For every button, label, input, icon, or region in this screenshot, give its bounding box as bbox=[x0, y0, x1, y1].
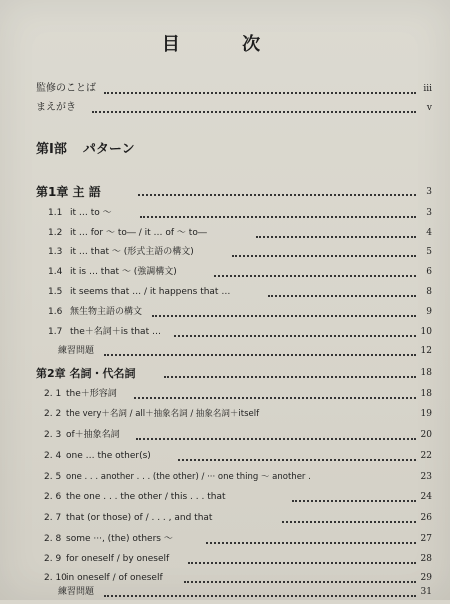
section-page: 6 bbox=[426, 267, 432, 277]
section-page: 8 bbox=[426, 287, 432, 297]
toc-entry[interactable] bbox=[0, 326, 450, 344]
page-title: 目 次 bbox=[161, 34, 289, 55]
section-page: 26 bbox=[420, 513, 432, 523]
section-title: it is … that ～ (強調構文) bbox=[70, 267, 177, 277]
toc-entry-exercises[interactable] bbox=[0, 586, 450, 604]
chapter-label: 第1章 主 語 bbox=[36, 185, 101, 199]
section-page: 22 bbox=[420, 451, 432, 461]
dot-leader bbox=[104, 92, 416, 94]
dot-leader bbox=[282, 521, 416, 523]
section-title: one … the other(s) bbox=[66, 451, 151, 461]
section-page: 20 bbox=[420, 430, 432, 440]
section-page: 23 bbox=[420, 472, 432, 482]
toc-entry-front-1[interactable] bbox=[0, 83, 450, 101]
section-number: 1.1 bbox=[48, 208, 63, 218]
toc-entry[interactable] bbox=[0, 408, 450, 426]
dot-leader bbox=[134, 397, 416, 399]
section-page: 28 bbox=[420, 554, 432, 564]
toc-entry[interactable] bbox=[0, 266, 450, 284]
dot-leader bbox=[174, 335, 416, 337]
section-title: of＋抽象名詞 bbox=[66, 430, 120, 440]
section-number: 2. 4 bbox=[44, 451, 62, 461]
section-number: 2. 3 bbox=[44, 430, 62, 440]
section-title: in oneself / of oneself bbox=[66, 573, 163, 583]
toc-entry[interactable] bbox=[0, 553, 450, 571]
toc-entry[interactable] bbox=[0, 388, 450, 406]
section-page: 4 bbox=[426, 228, 432, 238]
toc-entry[interactable] bbox=[0, 533, 450, 551]
section-title: that (or those) of / . . . , and that bbox=[66, 513, 213, 523]
dot-leader bbox=[256, 236, 416, 238]
section-title: it … for ～ to― / it … of ～ to― bbox=[70, 228, 207, 238]
dot-leader bbox=[184, 581, 416, 583]
dot-leader bbox=[188, 562, 416, 564]
toc-entry[interactable] bbox=[0, 450, 450, 468]
part-number: 第Ⅰ部 bbox=[36, 142, 67, 157]
toc-entry-page: iii bbox=[423, 84, 432, 94]
dot-leader bbox=[206, 542, 416, 544]
toc-entry[interactable] bbox=[0, 306, 450, 324]
part-heading bbox=[36, 141, 135, 159]
section-page: 9 bbox=[426, 307, 432, 317]
dot-leader bbox=[164, 376, 416, 378]
toc-entry-exercises[interactable] bbox=[0, 345, 450, 363]
section-number: 2. 9 bbox=[44, 554, 62, 564]
dot-leader bbox=[268, 295, 416, 297]
toc-entry[interactable] bbox=[0, 491, 450, 509]
section-title: it … to ～ bbox=[70, 208, 112, 218]
section-title: 練習問題 bbox=[58, 587, 95, 597]
section-number: 2. 6 bbox=[44, 492, 62, 502]
toc-entry-label: 監修のことば bbox=[36, 83, 96, 94]
toc-entry[interactable] bbox=[0, 246, 450, 264]
section-title: it … that ～ (形式主語の構文) bbox=[70, 247, 194, 257]
section-number: 2. 10 bbox=[44, 573, 67, 583]
section-number: 1.3 bbox=[48, 247, 63, 257]
section-page: 12 bbox=[420, 346, 432, 356]
section-page: 29 bbox=[420, 573, 432, 583]
section-title: the＋名詞＋is that … bbox=[70, 327, 161, 337]
section-title: it seems that … / it happens that … bbox=[70, 287, 231, 297]
section-title: the＋形容詞 bbox=[66, 389, 117, 399]
section-page: 5 bbox=[426, 247, 432, 257]
toc-entry-label: まえがき bbox=[36, 102, 76, 113]
section-number: 2. 8 bbox=[44, 534, 62, 544]
toc-entry-front-2[interactable] bbox=[0, 102, 450, 120]
dot-leader bbox=[178, 459, 416, 461]
toc-entry[interactable] bbox=[0, 286, 450, 304]
toc-entry[interactable] bbox=[0, 227, 450, 245]
part-title: パターン bbox=[82, 142, 135, 157]
toc-entry[interactable] bbox=[0, 471, 450, 489]
chapter-1-heading[interactable] bbox=[0, 184, 450, 202]
section-title: some ···, (the) others ～ bbox=[66, 534, 173, 544]
dot-leader bbox=[232, 255, 416, 257]
toc-entry[interactable] bbox=[0, 429, 450, 447]
section-page: 10 bbox=[420, 327, 432, 337]
section-title: the one . . . the other / this . . . that bbox=[66, 492, 226, 502]
dot-leader bbox=[104, 595, 416, 597]
chapter-page: 18 bbox=[420, 368, 432, 378]
chapter-page: 3 bbox=[426, 187, 432, 197]
section-page: 24 bbox=[420, 492, 432, 502]
dot-leader bbox=[292, 500, 416, 502]
dot-leader bbox=[138, 194, 416, 196]
chapter-2-heading[interactable] bbox=[0, 366, 450, 384]
dot-leader bbox=[214, 275, 416, 277]
section-title: 無生物主語の構文 bbox=[70, 307, 143, 317]
section-page: 31 bbox=[420, 587, 432, 597]
dot-leader bbox=[140, 216, 416, 218]
toc-entry[interactable] bbox=[0, 512, 450, 530]
section-number: 1.4 bbox=[48, 267, 63, 277]
section-title: the very＋名詞 / all＋抽象名詞 / 抽象名詞＋itself bbox=[66, 409, 260, 419]
section-number: 2. 2 bbox=[44, 409, 62, 419]
section-number: 1.6 bbox=[48, 307, 63, 317]
section-page: 19 bbox=[420, 409, 432, 419]
section-number: 2. 1 bbox=[44, 389, 62, 399]
dot-leader bbox=[104, 354, 416, 356]
section-title: 練習問題 bbox=[58, 346, 95, 356]
chapter-label: 第2章 名詞・代名詞 bbox=[36, 367, 136, 380]
dot-leader bbox=[136, 438, 416, 440]
section-number: 1.5 bbox=[48, 287, 63, 297]
section-number: 1.2 bbox=[48, 228, 63, 238]
section-number: 2. 7 bbox=[44, 513, 62, 523]
dot-leader bbox=[92, 111, 416, 113]
section-title: one . . . another . . . (the other) / ··· one thing ～ another . bbox=[66, 472, 311, 482]
section-page: 18 bbox=[420, 389, 432, 399]
toc-entry-page: v bbox=[426, 103, 432, 113]
toc-entry[interactable] bbox=[0, 207, 450, 225]
section-page: 27 bbox=[420, 534, 432, 544]
section-number: 2. 5 bbox=[44, 472, 62, 482]
dot-leader bbox=[152, 315, 416, 317]
section-title: for oneself / by oneself bbox=[66, 554, 170, 564]
section-number: 1.7 bbox=[48, 327, 63, 337]
section-page: 3 bbox=[426, 208, 432, 218]
